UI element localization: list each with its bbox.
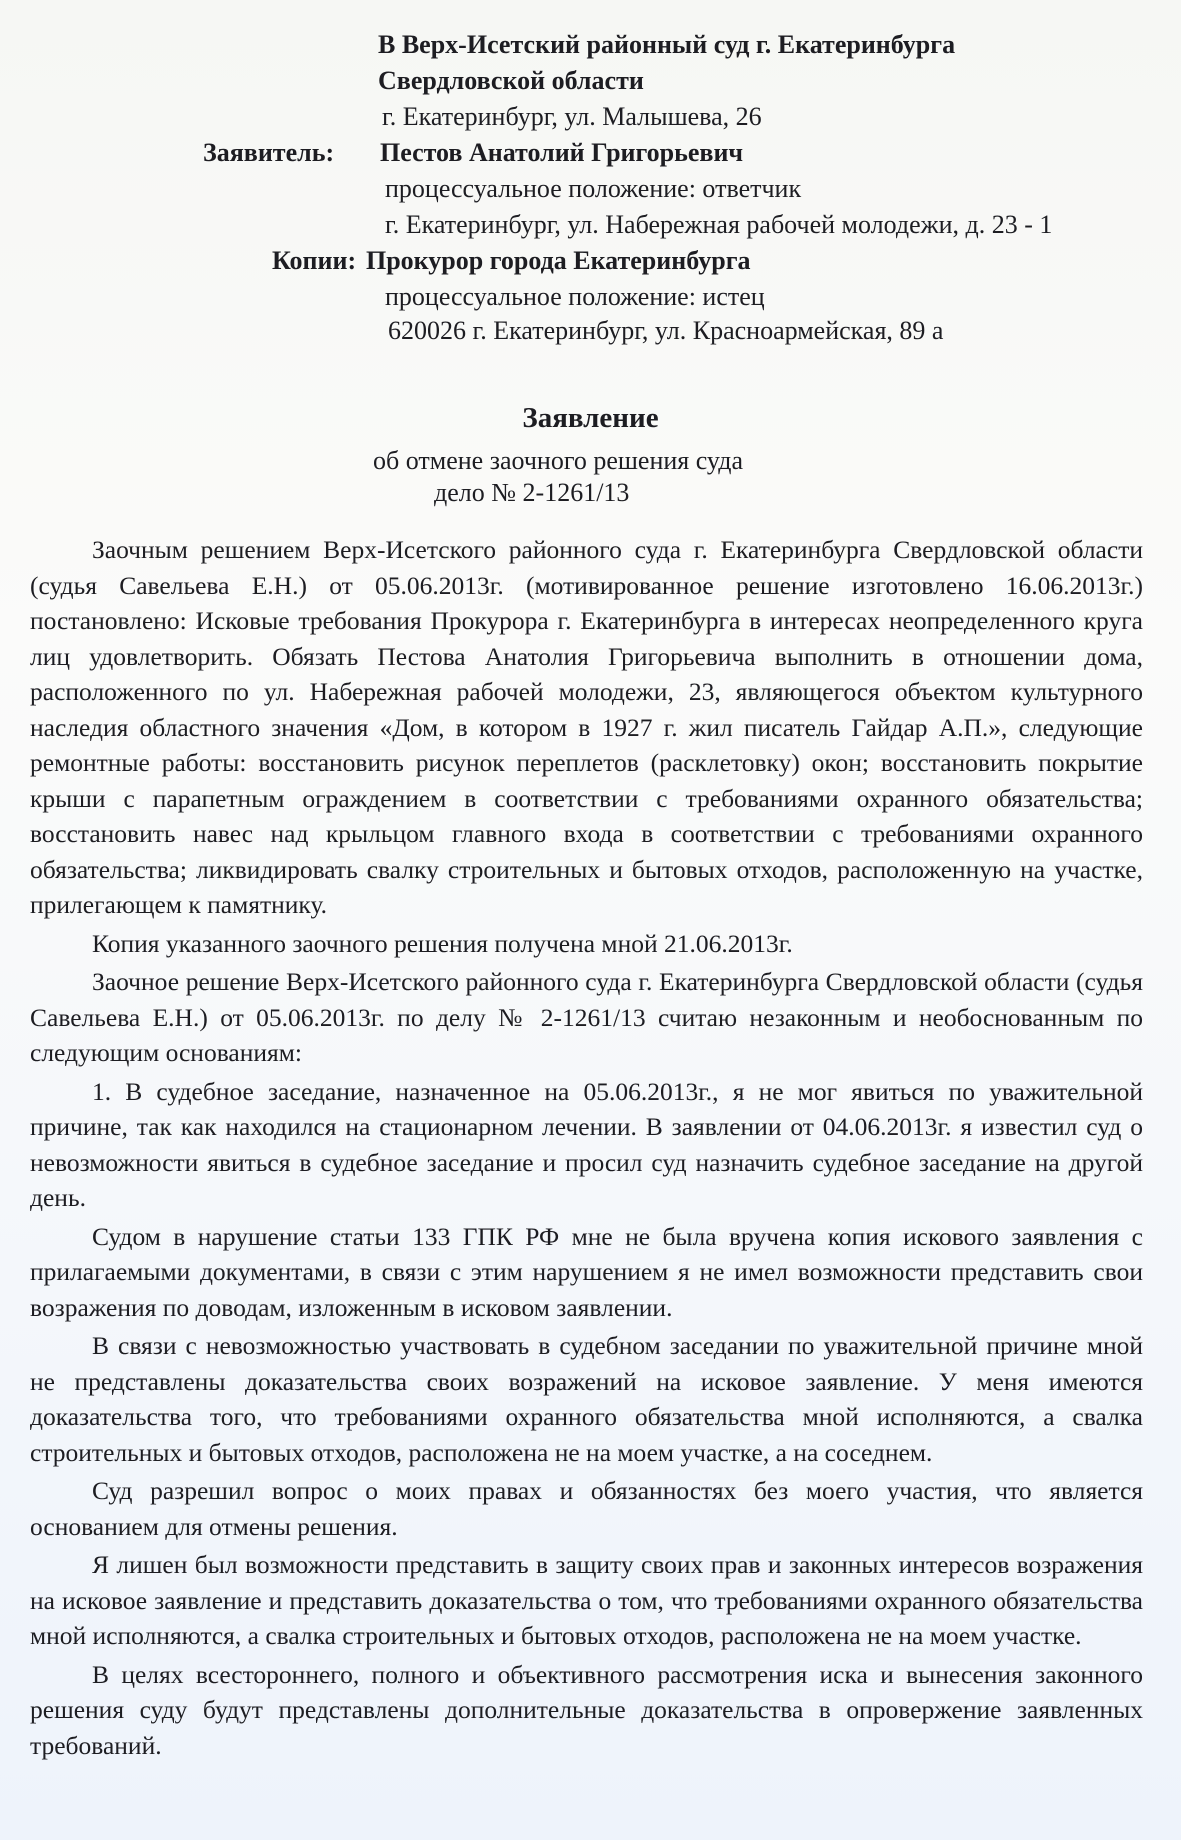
court-address: г. Екатеринбург, ул. Малышева, 26 bbox=[382, 102, 762, 131]
document-subtitle: об отмене заочного решения суда bbox=[373, 446, 744, 475]
document-body bbox=[30, 532, 1143, 1766]
copies-status: процессуальное положение: истец bbox=[385, 282, 765, 311]
applicant-name: Пестов Анатолий Григорьевич bbox=[380, 138, 744, 167]
case-number: дело № 2-1261/13 bbox=[434, 478, 630, 507]
paragraph: Копия указанного заочного решения получена мной 21.06.2013г. bbox=[92, 928, 793, 958]
copies-label: Копии: bbox=[272, 246, 357, 275]
paragraph: В связи с невозможностью участвовать в судебном заседании по уважительной причине мной не представлены доказательства своих возражений на исковое заявление. У меня имеются доказательства того, что требованиями охранного обязательства мной исполняются, а свалка строительных и бытовых отходов, расположена не на моем участке, а на соседнем. bbox=[30, 1331, 1143, 1467]
paragraph: Судом в нарушение статьи 133 ГПК РФ мне не была вручена копия искового заявления с прилагаемыми документами, в связи с этим нарушением я не имел возможности представить свои возражения по доводам, изложенным в исковом заявлении. bbox=[30, 1221, 1143, 1322]
paragraph: Заочное решение Верх-Исетского районного суда г. Екатеринбурга Свердловской области (судья Савельева Е.Н.) от 05.06.2013г. по делу № 2-1261/13 считаю незаконным и необоснованным по следующим основаниям: bbox=[30, 967, 1143, 1067]
court-name-line2: Свердловской области bbox=[378, 66, 644, 95]
applicant-address: г. Екатеринбург, ул. Набережная рабочей молодежи, д. 23 - 1 bbox=[385, 210, 1053, 239]
applicant-status: процессуальное положение: ответчик bbox=[385, 174, 802, 203]
paragraph: 1. В судебное заседание, назначенное на 05.06.2013г., я не мог явиться по уважительной причине, так как находился на стационарном лечении. В заявлении от 04.06.2013г. я известил суд о невозможности явиться в судебное заседание и просил суд назначить судебное заседание на другой день. bbox=[30, 1076, 1143, 1212]
court-name-line1: В Верх-Исетский районный суд г. Екатеринбурга bbox=[378, 30, 956, 59]
copies-address: 620026 г. Екатеринбург, ул. Красноармейская, 89 а bbox=[388, 316, 944, 345]
paragraph: Я лишен был возможности представить в защиту своих прав и законных интересов возражения на исковое заявление и представить доказательства о том, что требованиями охранного обязательства мной исполняются, а свалка строительных и бытовых отходов, расположена не на моем участке. bbox=[30, 1550, 1143, 1650]
copies-name: Прокурор города Екатеринбурга bbox=[366, 246, 751, 275]
paragraph: Суд разрешил вопрос о моих правах и обязанностях без моего участия, что является основанием для отмены решения. bbox=[30, 1476, 1143, 1541]
applicant-label: Заявитель: bbox=[203, 138, 335, 167]
paragraph: Заочным решением Верх-Исетского районного суда г. Екатеринбурга Свердловской области (судья Савельева Е.Н.) от 05.06.2013г. (мотивированное решение изготовлено 16.06.2013г.) постановлено: Исковые требования Прокурора г. Екатеринбурга в интересах неопределенного круга лиц удовлетворить. Обязать Пестова Анатолия Григорьевича выполнить в отношении дома, расположенного по ул. Набережная рабочей молодежи, 23, являющегося объектом культурного наследия областного значения «Дом, в котором в 1927 г. жил писатель Гайдар А.П.», следующие ремонтные работы: восстановить рисунок переплетов (расклетовку) окон; восстановить покрытие крыши с парапетным ограждением в соответствии с требованиями охранного обязательства; восстановить навес над крыльцом главного входа в соответствии с требованиями охранного обязательства; ликвидировать свалку строительных и бытовых отходов, расположенную на участке, прилегающем к памятнику. bbox=[30, 535, 1143, 919]
paragraph: В целях всестороннего, полного и объективного рассмотрения иска и вынесения законного решения суду будут представлены дополнительные доказательства в опровержение заявленных требований. bbox=[30, 1659, 1143, 1760]
document-title: Заявление bbox=[522, 402, 659, 434]
